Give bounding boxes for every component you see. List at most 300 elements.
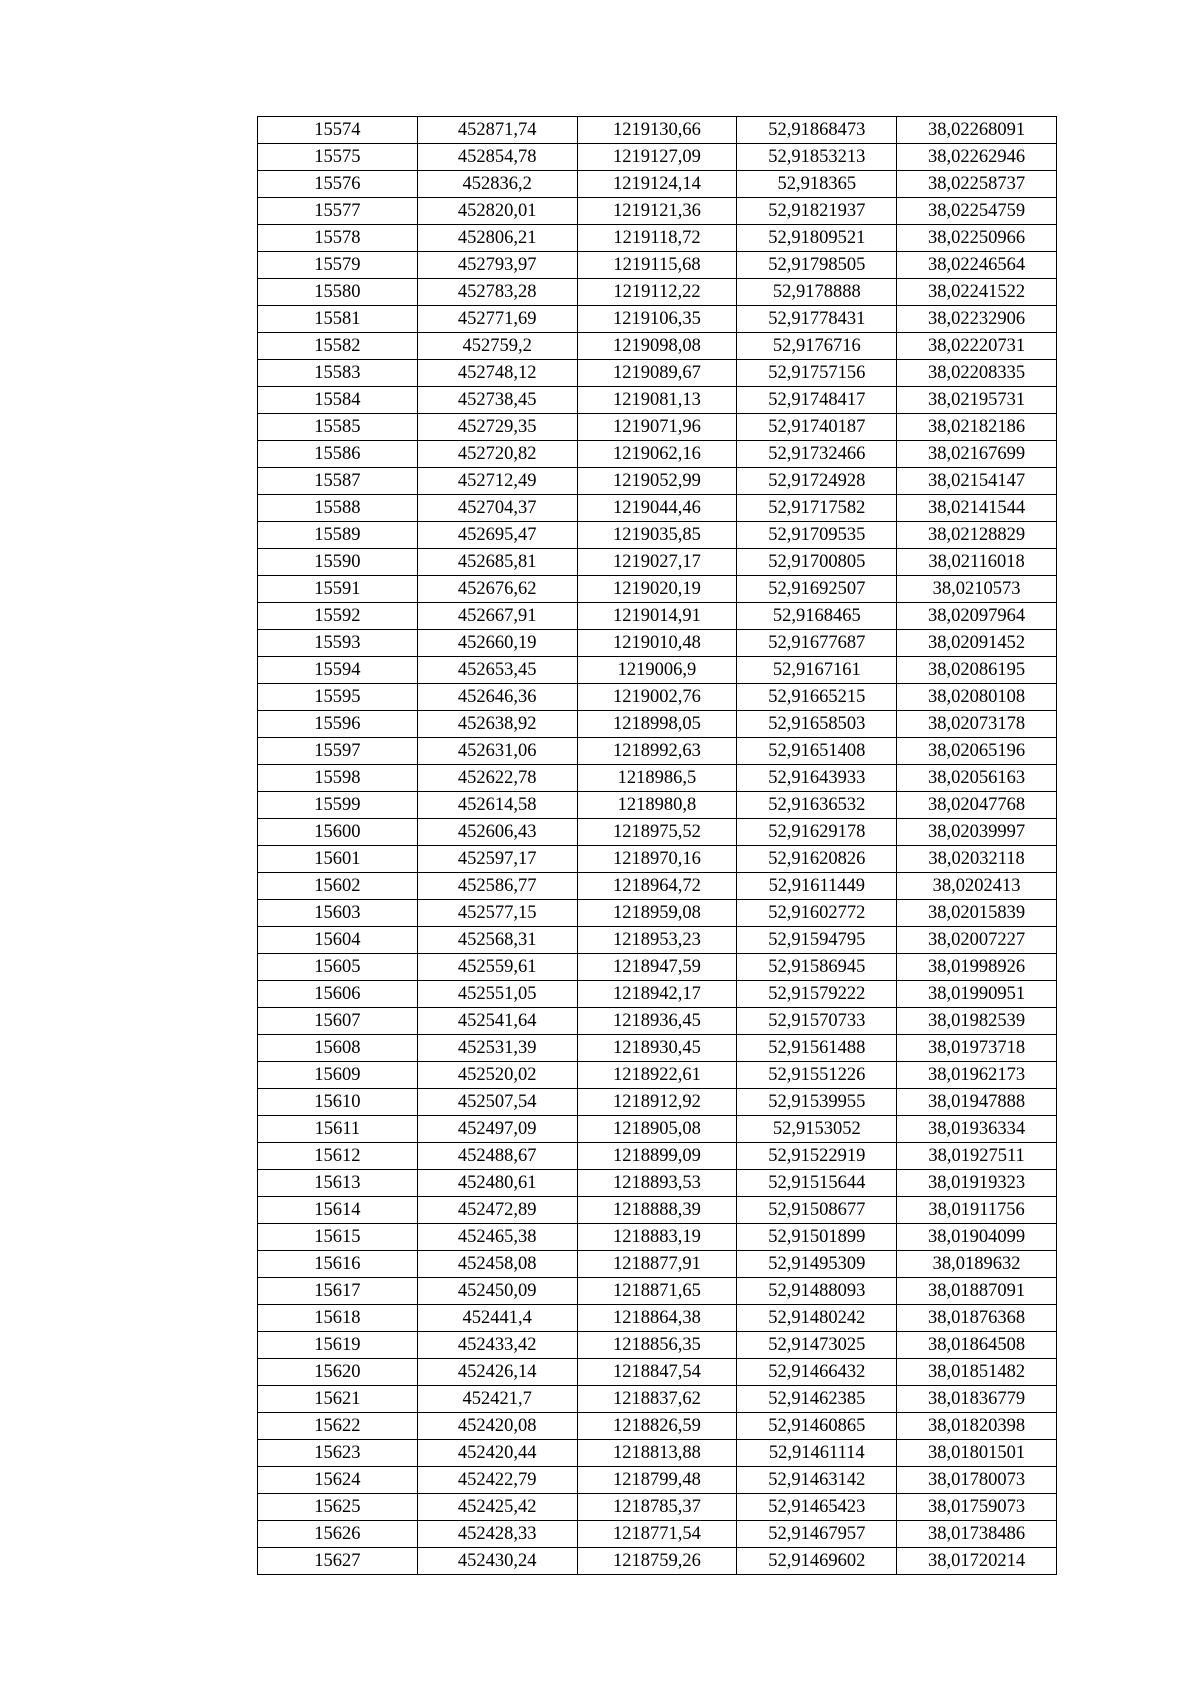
- y-coordinate-cell: 1218964,72: [577, 873, 737, 900]
- point-number-cell: 15620: [258, 1359, 418, 1386]
- latitude-cell: 52,91570733: [737, 1008, 897, 1035]
- y-coordinate-cell: 1218759,26: [577, 1548, 737, 1575]
- latitude-cell: 52,91853213: [737, 144, 897, 171]
- y-coordinate-cell: 1218936,45: [577, 1008, 737, 1035]
- table-row: [258, 117, 1057, 144]
- latitude-cell: 52,91821937: [737, 198, 897, 225]
- y-coordinate-cell: 1218942,17: [577, 981, 737, 1008]
- x-coordinate-cell: 452712,49: [417, 468, 577, 495]
- point-number-cell: 15615: [258, 1224, 418, 1251]
- table-row: [258, 684, 1057, 711]
- table-row: [258, 1197, 1057, 1224]
- latitude-cell: 52,91757156: [737, 360, 897, 387]
- x-coordinate-cell: 452820,01: [417, 198, 577, 225]
- x-coordinate-cell: 452520,02: [417, 1062, 577, 1089]
- x-coordinate-cell: 452420,08: [417, 1413, 577, 1440]
- table-body: [258, 117, 1057, 1575]
- latitude-cell: 52,91665215: [737, 684, 897, 711]
- y-coordinate-cell: 1219002,76: [577, 684, 737, 711]
- longitude-cell: 38,01759073: [897, 1494, 1057, 1521]
- table-row: [258, 1170, 1057, 1197]
- longitude-cell: 38,01851482: [897, 1359, 1057, 1386]
- longitude-cell: 38,02241522: [897, 279, 1057, 306]
- y-coordinate-cell: 1218847,54: [577, 1359, 737, 1386]
- point-number-cell: 15583: [258, 360, 418, 387]
- x-coordinate-cell: 452783,28: [417, 279, 577, 306]
- table-row: [258, 1143, 1057, 1170]
- y-coordinate-cell: 1219089,67: [577, 360, 737, 387]
- longitude-cell: 38,02086195: [897, 657, 1057, 684]
- latitude-cell: 52,91508677: [737, 1197, 897, 1224]
- table-row: [258, 765, 1057, 792]
- table-row: [258, 468, 1057, 495]
- point-number-cell: 15609: [258, 1062, 418, 1089]
- latitude-cell: 52,91467957: [737, 1521, 897, 1548]
- latitude-cell: 52,91594795: [737, 927, 897, 954]
- point-number-cell: 15622: [258, 1413, 418, 1440]
- y-coordinate-cell: 1219121,36: [577, 198, 737, 225]
- table-row: [258, 1035, 1057, 1062]
- longitude-cell: 38,01962173: [897, 1062, 1057, 1089]
- y-coordinate-cell: 1219027,17: [577, 549, 737, 576]
- latitude-cell: 52,9178888: [737, 279, 897, 306]
- x-coordinate-cell: 452441,4: [417, 1305, 577, 1332]
- point-number-cell: 15597: [258, 738, 418, 765]
- point-number-cell: 15574: [258, 117, 418, 144]
- table-row: [258, 1467, 1057, 1494]
- point-number-cell: 15602: [258, 873, 418, 900]
- table-row: [258, 171, 1057, 198]
- x-coordinate-cell: 452559,61: [417, 954, 577, 981]
- latitude-cell: 52,9176716: [737, 333, 897, 360]
- y-coordinate-cell: 1218947,59: [577, 954, 737, 981]
- table-row: [258, 1386, 1057, 1413]
- table-row: [258, 441, 1057, 468]
- x-coordinate-cell: 452748,12: [417, 360, 577, 387]
- point-number-cell: 15605: [258, 954, 418, 981]
- table-row: [258, 1521, 1057, 1548]
- point-number-cell: 15621: [258, 1386, 418, 1413]
- longitude-cell: 38,02007227: [897, 927, 1057, 954]
- latitude-cell: 52,91469602: [737, 1548, 897, 1575]
- table-row: [258, 792, 1057, 819]
- y-coordinate-cell: 1219014,91: [577, 603, 737, 630]
- y-coordinate-cell: 1218799,48: [577, 1467, 737, 1494]
- latitude-cell: 52,91466432: [737, 1359, 897, 1386]
- longitude-cell: 38,01738486: [897, 1521, 1057, 1548]
- latitude-cell: 52,91480242: [737, 1305, 897, 1332]
- point-number-cell: 15579: [258, 252, 418, 279]
- table-row: [258, 333, 1057, 360]
- x-coordinate-cell: 452541,64: [417, 1008, 577, 1035]
- latitude-cell: 52,91798505: [737, 252, 897, 279]
- longitude-cell: 38,02220731: [897, 333, 1057, 360]
- longitude-cell: 38,02246564: [897, 252, 1057, 279]
- y-coordinate-cell: 1218826,59: [577, 1413, 737, 1440]
- x-coordinate-cell: 452568,31: [417, 927, 577, 954]
- y-coordinate-cell: 1219115,68: [577, 252, 737, 279]
- point-number-cell: 15575: [258, 144, 418, 171]
- point-number-cell: 15618: [258, 1305, 418, 1332]
- y-coordinate-cell: 1218893,53: [577, 1170, 737, 1197]
- longitude-cell: 38,01990951: [897, 981, 1057, 1008]
- point-number-cell: 15590: [258, 549, 418, 576]
- point-number-cell: 15616: [258, 1251, 418, 1278]
- point-number-cell: 15599: [258, 792, 418, 819]
- longitude-cell: 38,02015839: [897, 900, 1057, 927]
- latitude-cell: 52,91611449: [737, 873, 897, 900]
- latitude-cell: 52,91602772: [737, 900, 897, 927]
- y-coordinate-cell: 1218883,19: [577, 1224, 737, 1251]
- x-coordinate-cell: 452793,97: [417, 252, 577, 279]
- table-row: [258, 414, 1057, 441]
- point-number-cell: 15588: [258, 495, 418, 522]
- longitude-cell: 38,02073178: [897, 711, 1057, 738]
- latitude-cell: 52,91551226: [737, 1062, 897, 1089]
- longitude-cell: 38,02116018: [897, 549, 1057, 576]
- y-coordinate-cell: 1219035,85: [577, 522, 737, 549]
- longitude-cell: 38,01801501: [897, 1440, 1057, 1467]
- table-row: [258, 144, 1057, 171]
- y-coordinate-cell: 1219020,19: [577, 576, 737, 603]
- y-coordinate-cell: 1218986,5: [577, 765, 737, 792]
- latitude-cell: 52,91473025: [737, 1332, 897, 1359]
- x-coordinate-cell: 452422,79: [417, 1467, 577, 1494]
- latitude-cell: 52,91620826: [737, 846, 897, 873]
- table-row: [258, 873, 1057, 900]
- longitude-cell: 38,02268091: [897, 117, 1057, 144]
- point-number-cell: 15614: [258, 1197, 418, 1224]
- x-coordinate-cell: 452704,37: [417, 495, 577, 522]
- longitude-cell: 38,0202413: [897, 873, 1057, 900]
- y-coordinate-cell: 1218871,65: [577, 1278, 737, 1305]
- point-number-cell: 15598: [258, 765, 418, 792]
- table-row: [258, 306, 1057, 333]
- table-row: [258, 954, 1057, 981]
- point-number-cell: 15581: [258, 306, 418, 333]
- latitude-cell: 52,9153052: [737, 1116, 897, 1143]
- longitude-cell: 38,02080108: [897, 684, 1057, 711]
- point-number-cell: 15594: [258, 657, 418, 684]
- longitude-cell: 38,02091452: [897, 630, 1057, 657]
- latitude-cell: 52,91460865: [737, 1413, 897, 1440]
- point-number-cell: 15608: [258, 1035, 418, 1062]
- y-coordinate-cell: 1219106,35: [577, 306, 737, 333]
- table-row: [258, 1062, 1057, 1089]
- longitude-cell: 38,01998926: [897, 954, 1057, 981]
- x-coordinate-cell: 452426,14: [417, 1359, 577, 1386]
- point-number-cell: 15589: [258, 522, 418, 549]
- latitude-cell: 52,91717582: [737, 495, 897, 522]
- x-coordinate-cell: 452695,47: [417, 522, 577, 549]
- table-row: [258, 1413, 1057, 1440]
- point-number-cell: 15626: [258, 1521, 418, 1548]
- latitude-cell: 52,91748417: [737, 387, 897, 414]
- latitude-cell: 52,9168465: [737, 603, 897, 630]
- latitude-cell: 52,91651408: [737, 738, 897, 765]
- x-coordinate-cell: 452676,62: [417, 576, 577, 603]
- table-row: [258, 711, 1057, 738]
- y-coordinate-cell: 1218970,16: [577, 846, 737, 873]
- point-number-cell: 15584: [258, 387, 418, 414]
- point-number-cell: 15580: [258, 279, 418, 306]
- x-coordinate-cell: 452433,42: [417, 1332, 577, 1359]
- point-number-cell: 15585: [258, 414, 418, 441]
- table-row: [258, 279, 1057, 306]
- latitude-cell: 52,91636532: [737, 792, 897, 819]
- longitude-cell: 38,01911756: [897, 1197, 1057, 1224]
- point-number-cell: 15576: [258, 171, 418, 198]
- point-number-cell: 15601: [258, 846, 418, 873]
- y-coordinate-cell: 1218930,45: [577, 1035, 737, 1062]
- y-coordinate-cell: 1219098,08: [577, 333, 737, 360]
- latitude-cell: 52,91629178: [737, 819, 897, 846]
- x-coordinate-cell: 452871,74: [417, 117, 577, 144]
- point-number-cell: 15627: [258, 1548, 418, 1575]
- longitude-cell: 38,02258737: [897, 171, 1057, 198]
- y-coordinate-cell: 1218771,54: [577, 1521, 737, 1548]
- longitude-cell: 38,01876368: [897, 1305, 1057, 1332]
- x-coordinate-cell: 452472,89: [417, 1197, 577, 1224]
- longitude-cell: 38,02195731: [897, 387, 1057, 414]
- longitude-cell: 38,02128829: [897, 522, 1057, 549]
- point-number-cell: 15603: [258, 900, 418, 927]
- point-number-cell: 15624: [258, 1467, 418, 1494]
- table-row: [258, 1278, 1057, 1305]
- table-row: [258, 657, 1057, 684]
- table-row: [258, 1494, 1057, 1521]
- table-row: [258, 576, 1057, 603]
- x-coordinate-cell: 452729,35: [417, 414, 577, 441]
- table-row: [258, 1089, 1057, 1116]
- latitude-cell: 52,918365: [737, 171, 897, 198]
- latitude-cell: 52,91809521: [737, 225, 897, 252]
- x-coordinate-cell: 452420,44: [417, 1440, 577, 1467]
- table-row: [258, 549, 1057, 576]
- x-coordinate-cell: 452660,19: [417, 630, 577, 657]
- latitude-cell: 52,91677687: [737, 630, 897, 657]
- x-coordinate-cell: 452597,17: [417, 846, 577, 873]
- table-row: [258, 1548, 1057, 1575]
- latitude-cell: 52,91461114: [737, 1440, 897, 1467]
- x-coordinate-cell: 452497,09: [417, 1116, 577, 1143]
- y-coordinate-cell: 1218992,63: [577, 738, 737, 765]
- point-number-cell: 15607: [258, 1008, 418, 1035]
- point-number-cell: 15604: [258, 927, 418, 954]
- latitude-cell: 52,9167161: [737, 657, 897, 684]
- latitude-cell: 52,91732466: [737, 441, 897, 468]
- y-coordinate-cell: 1219006,9: [577, 657, 737, 684]
- x-coordinate-cell: 452488,67: [417, 1143, 577, 1170]
- y-coordinate-cell: 1218975,52: [577, 819, 737, 846]
- table-row: [258, 630, 1057, 657]
- longitude-cell: 38,02154147: [897, 468, 1057, 495]
- longitude-cell: 38,01836779: [897, 1386, 1057, 1413]
- point-number-cell: 15613: [258, 1170, 418, 1197]
- y-coordinate-cell: 1219010,48: [577, 630, 737, 657]
- latitude-cell: 52,91495309: [737, 1251, 897, 1278]
- y-coordinate-cell: 1219130,66: [577, 117, 737, 144]
- longitude-cell: 38,01919323: [897, 1170, 1057, 1197]
- table-row: [258, 387, 1057, 414]
- y-coordinate-cell: 1218912,92: [577, 1089, 737, 1116]
- y-coordinate-cell: 1219112,22: [577, 279, 737, 306]
- point-number-cell: 15586: [258, 441, 418, 468]
- longitude-cell: 38,01982539: [897, 1008, 1057, 1035]
- table-row: [258, 1008, 1057, 1035]
- table-row: [258, 495, 1057, 522]
- point-number-cell: 15600: [258, 819, 418, 846]
- latitude-cell: 52,91488093: [737, 1278, 897, 1305]
- point-number-cell: 15606: [258, 981, 418, 1008]
- x-coordinate-cell: 452646,36: [417, 684, 577, 711]
- x-coordinate-cell: 452428,33: [417, 1521, 577, 1548]
- point-number-cell: 15578: [258, 225, 418, 252]
- longitude-cell: 38,02182186: [897, 414, 1057, 441]
- longitude-cell: 38,01904099: [897, 1224, 1057, 1251]
- x-coordinate-cell: 452551,05: [417, 981, 577, 1008]
- latitude-cell: 52,91724928: [737, 468, 897, 495]
- point-number-cell: 15593: [258, 630, 418, 657]
- longitude-cell: 38,0210573: [897, 576, 1057, 603]
- x-coordinate-cell: 452450,09: [417, 1278, 577, 1305]
- table-row: [258, 522, 1057, 549]
- x-coordinate-cell: 452577,15: [417, 900, 577, 927]
- latitude-cell: 52,91778431: [737, 306, 897, 333]
- longitude-cell: 38,02208335: [897, 360, 1057, 387]
- table-row: [258, 1440, 1057, 1467]
- point-number-cell: 15587: [258, 468, 418, 495]
- latitude-cell: 52,91501899: [737, 1224, 897, 1251]
- longitude-cell: 38,02056163: [897, 765, 1057, 792]
- longitude-cell: 38,02262946: [897, 144, 1057, 171]
- table-row: [258, 603, 1057, 630]
- y-coordinate-cell: 1218785,37: [577, 1494, 737, 1521]
- latitude-cell: 52,91515644: [737, 1170, 897, 1197]
- point-number-cell: 15611: [258, 1116, 418, 1143]
- y-coordinate-cell: 1219044,46: [577, 495, 737, 522]
- longitude-cell: 38,02254759: [897, 198, 1057, 225]
- y-coordinate-cell: 1218953,23: [577, 927, 737, 954]
- y-coordinate-cell: 1219052,99: [577, 468, 737, 495]
- longitude-cell: 38,0189632: [897, 1251, 1057, 1278]
- y-coordinate-cell: 1219071,96: [577, 414, 737, 441]
- point-number-cell: 15582: [258, 333, 418, 360]
- point-number-cell: 15591: [258, 576, 418, 603]
- longitude-cell: 38,01887091: [897, 1278, 1057, 1305]
- x-coordinate-cell: 452738,45: [417, 387, 577, 414]
- y-coordinate-cell: 1218813,88: [577, 1440, 737, 1467]
- table-row: [258, 1224, 1057, 1251]
- table-row: [258, 252, 1057, 279]
- longitude-cell: 38,02232906: [897, 306, 1057, 333]
- table-row: [258, 225, 1057, 252]
- table-row: [258, 1251, 1057, 1278]
- longitude-cell: 38,02097964: [897, 603, 1057, 630]
- point-number-cell: 15612: [258, 1143, 418, 1170]
- x-coordinate-cell: 452759,2: [417, 333, 577, 360]
- y-coordinate-cell: 1219081,13: [577, 387, 737, 414]
- y-coordinate-cell: 1218864,38: [577, 1305, 737, 1332]
- x-coordinate-cell: 452430,24: [417, 1548, 577, 1575]
- y-coordinate-cell: 1218922,61: [577, 1062, 737, 1089]
- x-coordinate-cell: 452531,39: [417, 1035, 577, 1062]
- y-coordinate-cell: 1218888,39: [577, 1197, 737, 1224]
- longitude-cell: 38,02032118: [897, 846, 1057, 873]
- x-coordinate-cell: 452622,78: [417, 765, 577, 792]
- table-row: [258, 1116, 1057, 1143]
- longitude-cell: 38,01864508: [897, 1332, 1057, 1359]
- latitude-cell: 52,91643933: [737, 765, 897, 792]
- longitude-cell: 38,01720214: [897, 1548, 1057, 1575]
- point-number-cell: 15623: [258, 1440, 418, 1467]
- latitude-cell: 52,91709535: [737, 522, 897, 549]
- x-coordinate-cell: 452421,7: [417, 1386, 577, 1413]
- table-row: [258, 1332, 1057, 1359]
- longitude-cell: 38,02250966: [897, 225, 1057, 252]
- x-coordinate-cell: 452667,91: [417, 603, 577, 630]
- y-coordinate-cell: 1218877,91: [577, 1251, 737, 1278]
- x-coordinate-cell: 452806,21: [417, 225, 577, 252]
- y-coordinate-cell: 1218980,8: [577, 792, 737, 819]
- longitude-cell: 38,01973718: [897, 1035, 1057, 1062]
- point-number-cell: 15617: [258, 1278, 418, 1305]
- table-row: [258, 198, 1057, 225]
- table-row: [258, 900, 1057, 927]
- table-row: [258, 927, 1057, 954]
- y-coordinate-cell: 1219124,14: [577, 171, 737, 198]
- longitude-cell: 38,02039997: [897, 819, 1057, 846]
- point-number-cell: 15577: [258, 198, 418, 225]
- x-coordinate-cell: 452771,69: [417, 306, 577, 333]
- table-row: [258, 360, 1057, 387]
- x-coordinate-cell: 452854,78: [417, 144, 577, 171]
- latitude-cell: 52,91579222: [737, 981, 897, 1008]
- x-coordinate-cell: 452507,54: [417, 1089, 577, 1116]
- table-row: [258, 981, 1057, 1008]
- latitude-cell: 52,91539955: [737, 1089, 897, 1116]
- latitude-cell: 52,91462385: [737, 1386, 897, 1413]
- coordinates-table: [257, 116, 1057, 1575]
- latitude-cell: 52,91586945: [737, 954, 897, 981]
- longitude-cell: 38,01947888: [897, 1089, 1057, 1116]
- longitude-cell: 38,02167699: [897, 441, 1057, 468]
- x-coordinate-cell: 452480,61: [417, 1170, 577, 1197]
- latitude-cell: 52,91700805: [737, 549, 897, 576]
- x-coordinate-cell: 452685,81: [417, 549, 577, 576]
- y-coordinate-cell: 1218837,62: [577, 1386, 737, 1413]
- x-coordinate-cell: 452425,42: [417, 1494, 577, 1521]
- y-coordinate-cell: 1218856,35: [577, 1332, 737, 1359]
- latitude-cell: 52,91658503: [737, 711, 897, 738]
- point-number-cell: 15619: [258, 1332, 418, 1359]
- latitude-cell: 52,91522919: [737, 1143, 897, 1170]
- latitude-cell: 52,91561488: [737, 1035, 897, 1062]
- y-coordinate-cell: 1218899,09: [577, 1143, 737, 1170]
- point-number-cell: 15596: [258, 711, 418, 738]
- y-coordinate-cell: 1219127,09: [577, 144, 737, 171]
- longitude-cell: 38,02065196: [897, 738, 1057, 765]
- table-row: [258, 738, 1057, 765]
- point-number-cell: 15610: [258, 1089, 418, 1116]
- point-number-cell: 15592: [258, 603, 418, 630]
- longitude-cell: 38,02047768: [897, 792, 1057, 819]
- longitude-cell: 38,01927511: [897, 1143, 1057, 1170]
- x-coordinate-cell: 452614,58: [417, 792, 577, 819]
- latitude-cell: 52,91692507: [737, 576, 897, 603]
- longitude-cell: 38,01820398: [897, 1413, 1057, 1440]
- latitude-cell: 52,91463142: [737, 1467, 897, 1494]
